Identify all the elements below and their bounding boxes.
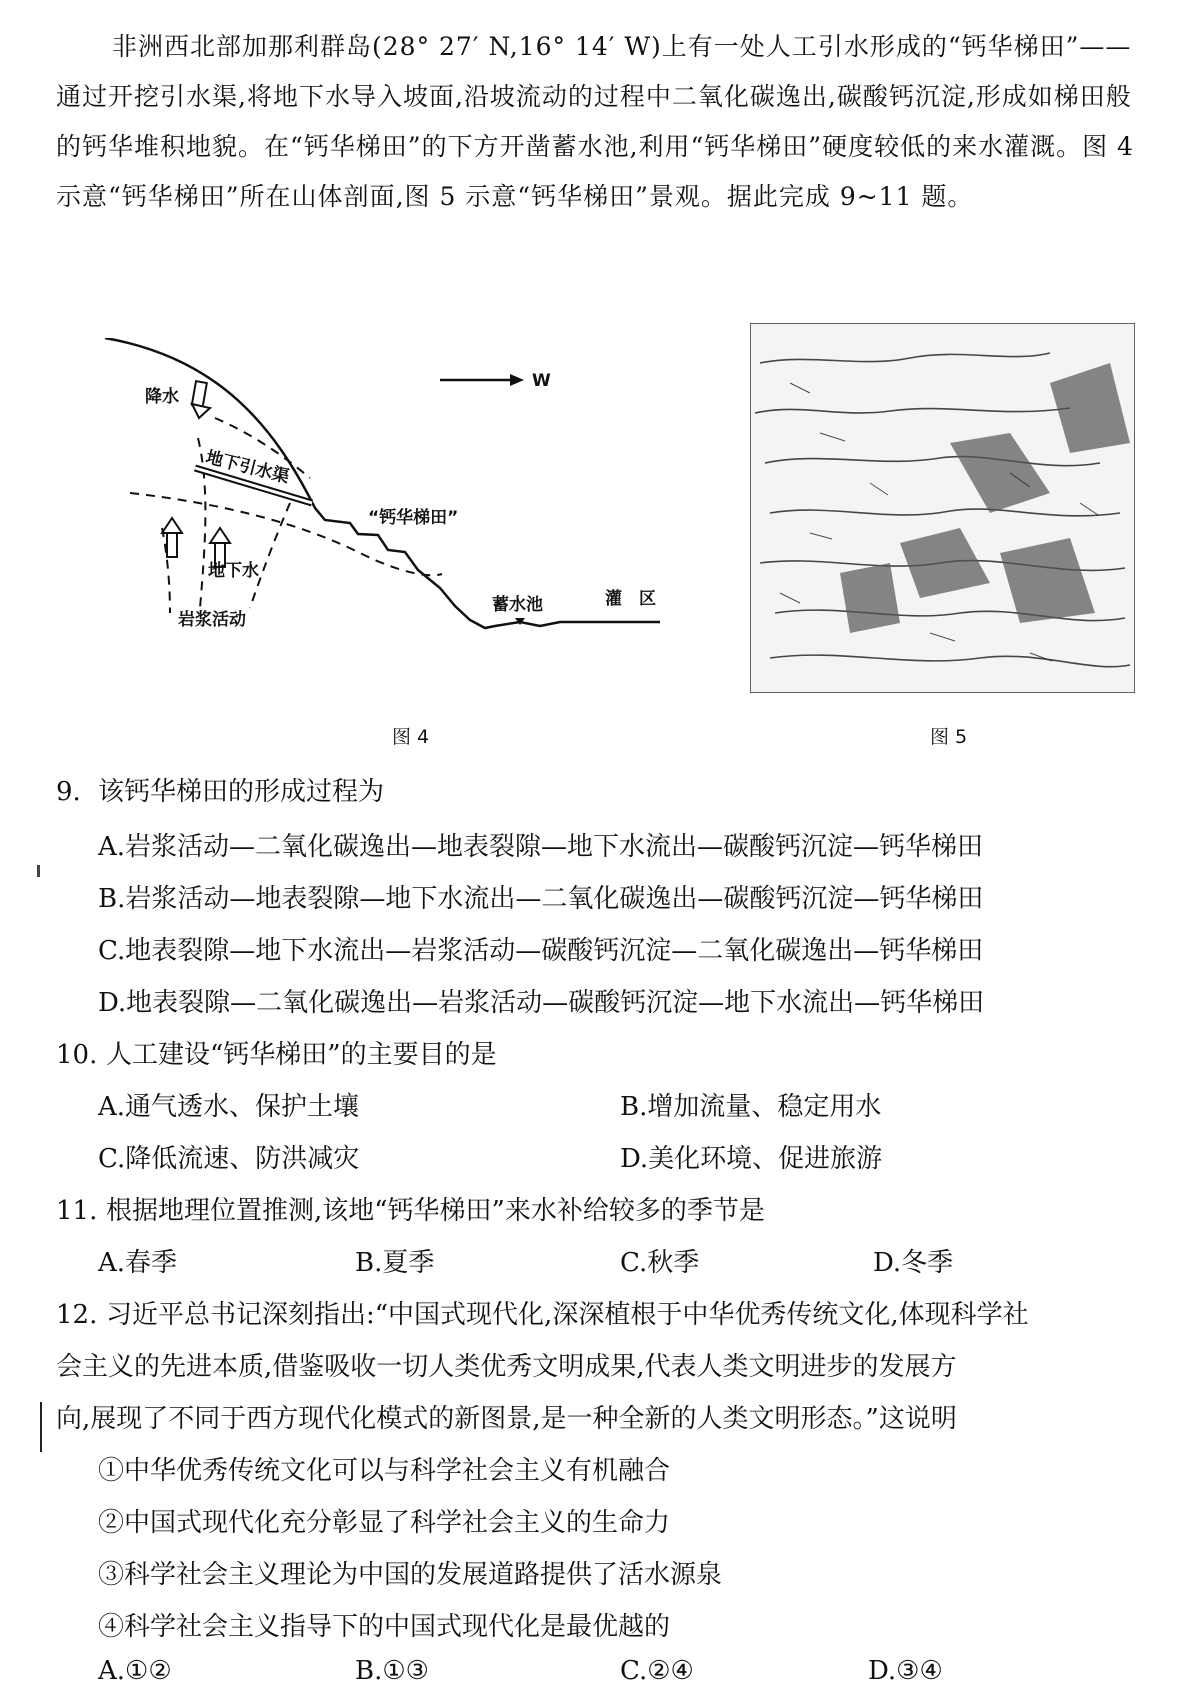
- question-9-number: 9.: [56, 777, 81, 807]
- mountain-profile-line: [105, 338, 660, 628]
- question-12-option-c: C.②④: [620, 1656, 694, 1686]
- question-12-stem-line-2: 会主义的先进本质,借鉴吸收一切人类优秀文明成果,代表人类文明进步的发展方: [56, 1352, 957, 1382]
- terrace-label: “钙华梯田”: [368, 508, 459, 528]
- direction-arrow-head: [510, 374, 524, 386]
- intro-paragraph: 非洲西北部加那利群岛(28° 27′ N,16° 14′ W)上有一处人工引水形成的“钙华梯田”——通过开挖引水渠,将地下水导入坡面,沿坡流动的过程中二氧化碳逸出,碳酸钙沉淀,形成如梯田般的钙华堆积地貌。在“钙华梯田”的下方开凿蓄水池,利用“钙华梯田”硬度较低的来水灌溉。图 4 示意“钙华梯田”所在山体剖面,图 5 示意“钙华梯田”景观。据此完成 9~11 题。: [56, 32, 1134, 211]
- precipitation-arrow-body: [192, 381, 207, 407]
- question-11-option-c: C.秋季: [620, 1248, 700, 1278]
- question-11-option-a: A.春季: [98, 1248, 178, 1278]
- question-12-option-d: D.③④: [868, 1656, 943, 1686]
- precipitation-arrow-head: [192, 404, 210, 418]
- question-10-option-d: D.美化环境、促进旅游: [620, 1144, 883, 1174]
- question-10-option-c: C.降低流速、防洪减灾: [98, 1144, 360, 1174]
- precipitation-label: 降水: [145, 387, 179, 407]
- figure-5-landscape-image: [750, 323, 1135, 693]
- reservoir-label: 蓄水池: [492, 595, 543, 615]
- figure-5-caption: 图 5: [930, 726, 968, 748]
- question-9-option-a: A.岩浆活动—二氧化碳逸出—地表裂隙—地下水流出—碳酸钙沉淀—钙华梯田: [98, 832, 984, 862]
- question-12-statement-3: ③科学社会主义理论为中国的发展道路提供了活水源泉: [98, 1560, 723, 1590]
- question-12-stem-line-1: 习近平总书记深刻指出:“中国式现代化,深深植根于中华优秀传统文化,体现科学社: [106, 1300, 1029, 1330]
- question-11-option-d: D.冬季: [873, 1248, 954, 1278]
- margin-mark-line: [40, 1402, 42, 1452]
- question-11-stem: 根据地理位置推测,该地“钙华梯田”来水补给较多的季节是: [106, 1196, 765, 1226]
- magma-label: 岩浆活动: [178, 610, 246, 630]
- channel-label: 地下引水渠: [203, 447, 292, 488]
- question-10-number: 10.: [56, 1040, 98, 1070]
- question-12-option-a: A.①②: [98, 1656, 172, 1686]
- question-10-stem: 人工建设“钙华梯田”的主要目的是: [106, 1040, 497, 1070]
- direction-label: W: [532, 371, 551, 391]
- question-10-option-b: B.增加流量、稳定用水: [620, 1092, 882, 1122]
- question-12-statement-4: ④科学社会主义指导下的中国式现代化是最优越的: [98, 1612, 671, 1642]
- question-9-option-d: D.地表裂隙—二氧化碳逸出—岩浆活动—碳酸钙沉淀—地下水流出—钙华梯田: [98, 988, 985, 1018]
- figure-4-caption: 图 4: [392, 726, 430, 748]
- upward-arrow-left: [167, 533, 177, 557]
- margin-mark-dot: [37, 865, 40, 877]
- question-11-number: 11.: [56, 1196, 98, 1226]
- groundwater-label: 地下水: [208, 561, 259, 581]
- question-9-option-c: C.地表裂隙—地下水流出—岩浆活动—碳酸钙沉淀—二氧化碳逸出—钙华梯田: [98, 936, 984, 966]
- question-12-stem-line-3: 向,展现了不同于西方现代化模式的新图景,是一种全新的人类文明形态。”这说明: [56, 1404, 957, 1434]
- irrigation-label: 灌 区: [605, 589, 656, 609]
- question-9-stem: 该钙华梯田的形成过程为: [98, 777, 385, 807]
- question-11-option-b: B.夏季: [355, 1248, 435, 1278]
- question-9-option-b: B.岩浆活动—地表裂隙—地下水流出—二氧化碳逸出—碳酸钙沉淀—钙华梯田: [98, 884, 984, 914]
- figure-4-cross-section: [100, 338, 730, 678]
- question-12-statement-1: ①中华优秀传统文化可以与科学社会主义有机融合: [98, 1456, 671, 1486]
- question-12-number: 12.: [56, 1300, 98, 1330]
- question-12-option-b: B.①③: [355, 1656, 429, 1686]
- question-10-option-a: A.通气透水、保护土壤: [98, 1092, 360, 1122]
- question-12-statement-2: ②中国式现代化充分彰显了科学社会主义的生命力: [98, 1508, 671, 1538]
